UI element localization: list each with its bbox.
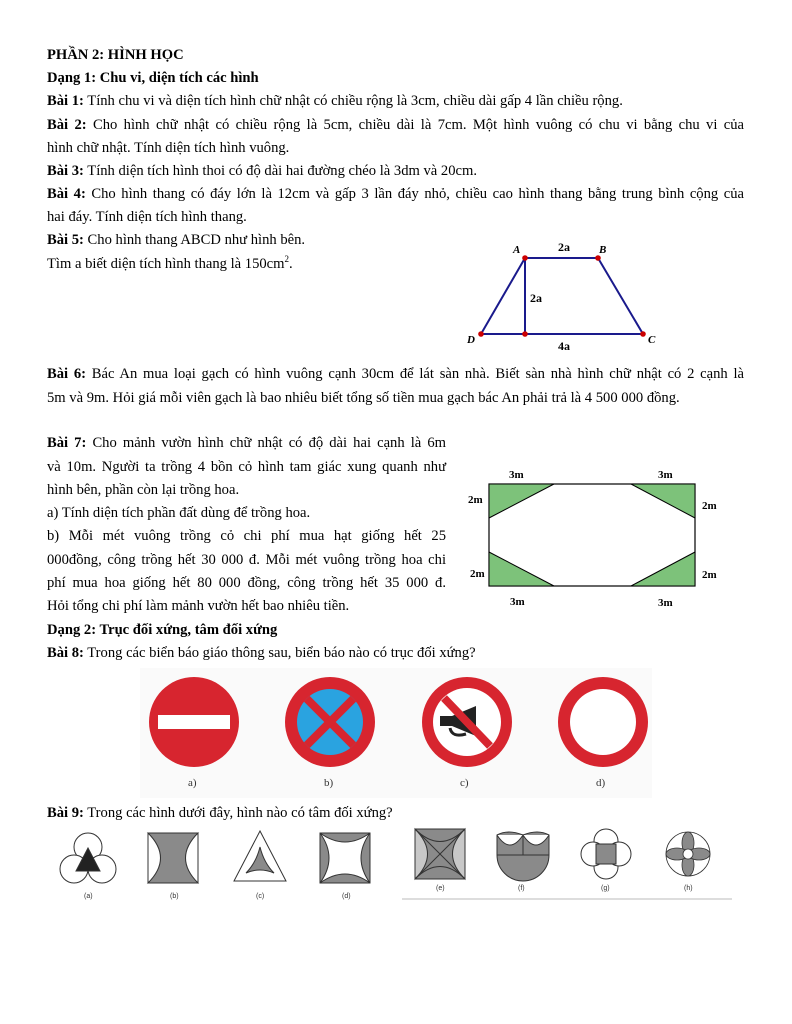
- dim-bottom-right: 3m: [658, 597, 673, 609]
- point-a: [522, 255, 528, 261]
- shape-caption-b: (b): [170, 893, 179, 900]
- sign-no-horn: [422, 677, 512, 767]
- bai2-line2: hình chữ nhật. Tính diện tích hình vuông.: [47, 140, 290, 156]
- shape-a: [60, 833, 116, 883]
- point-d: [478, 331, 484, 337]
- shape-g: [581, 829, 631, 879]
- dim-top-left: 3m: [509, 469, 524, 481]
- trapezoid-outline: [481, 258, 643, 334]
- bai6-line1: Bài 6: Bác An mua loại gạch có hình vuông cạnh 30cm để lát sàn nhà. Biết sàn nhà hình chữ nhật có 2 cạnh là: [47, 366, 745, 382]
- shape-caption-h: (h): [684, 885, 693, 892]
- bai6-line2: 5m và 9m. Hỏi giá mỗi viên gạch là bao nhiêu biết tổng số tiền mua gạch bác An phải trả là 4 500 000 đồng.: [47, 390, 680, 406]
- label-bottom: 4a: [558, 339, 570, 353]
- point-h: [522, 331, 528, 337]
- bai5-line1: Bài 5: Cho hình thang ABCD như hình bên.: [47, 232, 306, 248]
- label-height: 2a: [530, 291, 542, 305]
- bai9: Bài 9: Trong các hình dưới đây, hình nào có tâm đối xứng?: [47, 805, 393, 821]
- dim-right-bottom: 2m: [702, 569, 717, 581]
- dim-bottom-left: 3m: [510, 596, 525, 608]
- bai7-line1: Bài 7: Cho mảnh vườn hình chữ nhật có độ dài hai cạnh là 6m: [47, 435, 447, 451]
- symmetry-shapes: [50, 825, 740, 903]
- bai1: Bài 1: Tính chu vi và diện tích hình chữ nhật có chiều rộng là 3cm, chiều dài gấp 4 lần chiều rộng.: [47, 93, 623, 109]
- trapezoid-figure: [455, 235, 675, 355]
- traffic-signs: [140, 668, 652, 778]
- caption-a: a): [188, 777, 197, 789]
- sign-no-stopping: [285, 677, 375, 767]
- shape-caption-g: (g): [601, 885, 610, 892]
- bai7-line4: a) Tính diện tích phần đất dùng để trồng hoa.: [47, 505, 311, 521]
- bai4-line2: hai đáy. Tính diện tích hình thang.: [47, 209, 247, 225]
- section2-title: Dạng 2: Trục đối xứng, tâm đối xứng: [47, 622, 278, 638]
- dim-left-top: 2m: [468, 494, 483, 506]
- point-b: [595, 255, 601, 261]
- sign-no-entry: [149, 677, 239, 767]
- shape-h: [666, 832, 710, 876]
- bai3: Bài 3: Tính diện tích hình thoi có độ dài hai đường chéo là 3dm và 20cm.: [47, 163, 477, 179]
- bai7-line7: phí mua hoa giống hết 80 000 đồng, công trồng hết 35 000 đ.: [47, 575, 446, 591]
- sign-prohibited: [558, 677, 648, 767]
- bai8: Bài 8: Trong các biển báo giáo thông sau, biển báo nào có trục đối xứng?: [47, 645, 476, 661]
- caption-d: d): [596, 777, 606, 789]
- shape-f: [497, 832, 549, 881]
- label-b: B: [599, 244, 607, 256]
- shape-caption-a: (a): [84, 893, 93, 900]
- bai5-line2: Tìm a biết diện tích hình thang là $150cm^2$.: [47, 254, 293, 272]
- bai7-line6: 000đồng, công trồng hết 30 000 đ. Mỗi mét vuông trồng hoa chi: [47, 552, 446, 568]
- shape-c: [234, 831, 286, 881]
- bai7-line5: b) Mỗi mét vuông trồng cỏ chi phí mua hạt giống hết 25: [47, 528, 446, 544]
- bai7-line8: Hỏi tổng chi phí làm mảnh vườn hết bao nhiêu tiền.: [47, 598, 350, 614]
- shape-caption-e: (e): [436, 885, 445, 892]
- label-top: 2a: [558, 240, 570, 254]
- shape-caption-f: (f): [518, 885, 525, 892]
- shape-caption-d: (d): [342, 893, 351, 900]
- shape-caption-c: (c): [256, 893, 265, 900]
- shape-d: [320, 833, 370, 883]
- bai7-line2: và 10m. Người ta trồng 4 bồn cỏ hình tam giác xung quanh như: [47, 459, 446, 475]
- bai4-line1: Bài 4: Cho hình thang có đáy lớn là 12cm và gấp 3 lần đáy nhỏ, chiều cao hình thang bằng trung bình cộng của: [47, 186, 745, 202]
- part-title: PHẦN 2: HÌNH HỌC: [47, 47, 184, 63]
- point-c: [640, 331, 646, 337]
- dim-top-right: 3m: [658, 469, 673, 481]
- garden-figure: [462, 462, 732, 614]
- bai7-line3: hình bên, phần còn lại trồng hoa.: [47, 482, 240, 498]
- section1-title: Dạng 1: Chu vi, diện tích các hình: [47, 70, 259, 86]
- caption-b: b): [324, 777, 334, 789]
- label-a: A: [513, 244, 521, 256]
- label-d: D: [467, 334, 475, 346]
- dim-left-bottom: 2m: [470, 568, 485, 580]
- shape-e: [415, 829, 465, 879]
- bai2-line1: Bài 2: Cho hình chữ nhật có chiều rộng là 5cm, chiều dài là 7cm. Một hình vuông có chu vi bằng chu vi của: [47, 117, 744, 133]
- label-c: C: [648, 334, 656, 346]
- dim-right-top: 2m: [702, 500, 717, 512]
- shape-b: [148, 833, 198, 883]
- caption-c: c): [460, 777, 469, 789]
